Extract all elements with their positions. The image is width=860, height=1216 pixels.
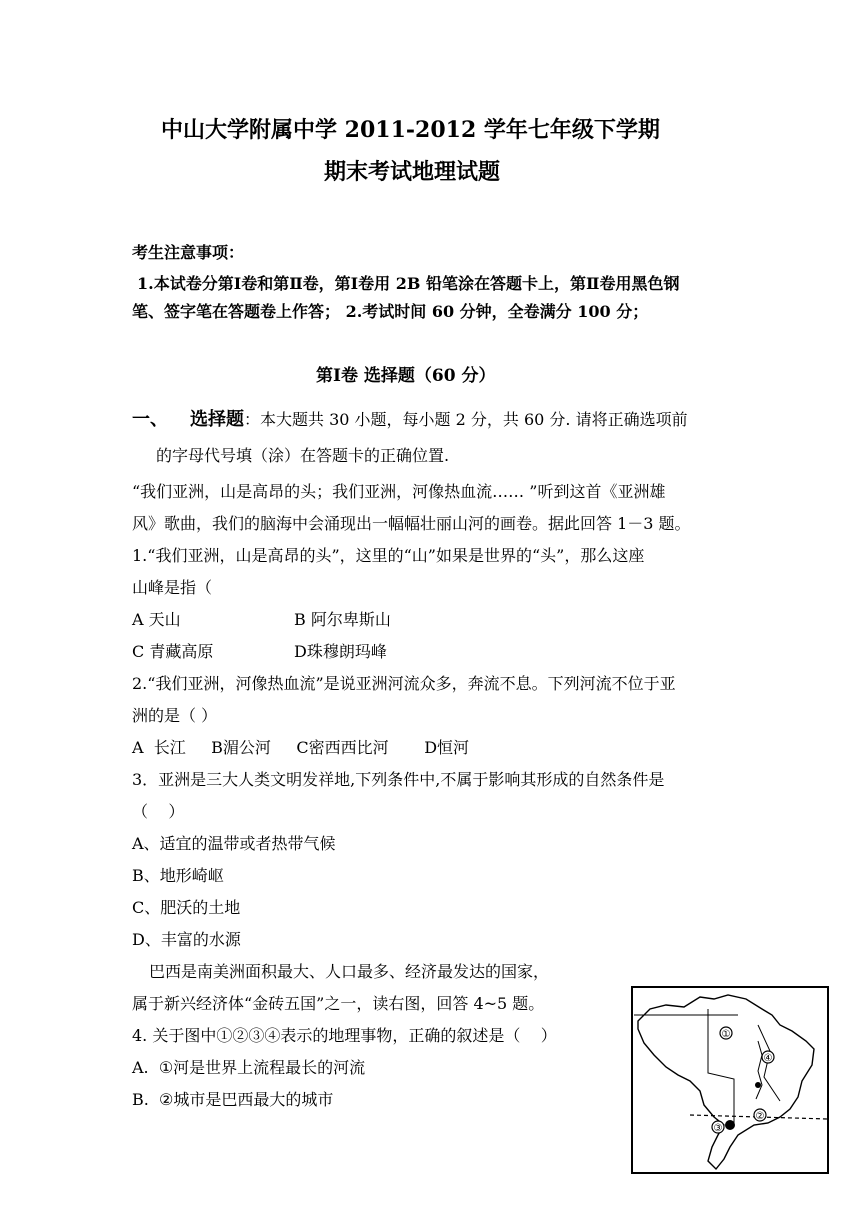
- notice-heading: 考生注意事项：: [132, 243, 245, 262]
- exam-title-line2: 期末考试地理试题: [324, 159, 501, 185]
- map-label-3: ③: [713, 1123, 723, 1134]
- brazil-map: [630, 985, 830, 1175]
- q3-option-d: D、丰富的水源: [132, 930, 241, 949]
- q2-options: A 长江 B湄公河 C密西西比河 D恒河: [132, 738, 470, 757]
- part-description: ：本大题共 30 小题，每小题 2 分，共 60 分. 请将正确选项前: [244, 410, 688, 429]
- section-title: 第Ⅰ卷 选择题（60 分）: [316, 366, 496, 386]
- q3-option-b: B、地形崎岖: [132, 866, 224, 885]
- q2-stem-2: 洲的是（ ）: [132, 706, 218, 725]
- notice-line-2: 笔、签字笔在答题卷上作答； 2.考试时间 60 分钟，全卷满分 100 分；: [132, 302, 649, 321]
- part-description-2: 的字母代号填（涂）在答题卡的正确位置.: [156, 446, 450, 465]
- q2-stem-1: 2.“我们亚洲，河像热血流”是说亚洲河流众多，奔流不息。下列河流不位于亚: [132, 674, 676, 693]
- notice-line-1: 1.本试卷分第Ⅰ卷和第Ⅱ卷，第Ⅰ卷用 2B 铅笔涂在答题卡上，第Ⅱ卷用黑色钢: [137, 274, 680, 293]
- q3-stem-1: 3．亚洲是三大人类文明发祥地,下列条件中,不属于影响其形成的自然条件是: [132, 770, 665, 789]
- q1-option-c: C 青藏高原: [132, 642, 214, 661]
- part-heading: [190, 410, 688, 430]
- part-number: 一、: [132, 409, 168, 430]
- map-label-1: ①: [721, 1029, 731, 1040]
- brazil-intro-2: 属于新兴经济体“金砖五国”之一，读右图，回答 4~5 题。: [132, 994, 545, 1013]
- q1-option-b: B 阿尔卑斯山: [294, 610, 391, 629]
- q4-option-b: B. ②城市是巴西最大的城市: [132, 1090, 334, 1109]
- q3-stem-2: （ ）: [132, 802, 185, 821]
- q1-option-a: A 天山: [132, 610, 181, 629]
- q3-option-c: C、肥沃的土地: [132, 898, 241, 917]
- q3-option-a: A、适宜的温带或者热带气候: [132, 834, 336, 853]
- map-label-4: ④: [763, 1053, 773, 1064]
- q4-stem: 4. 关于图中①②③④表示的地理事物，正确的叙述是（ ）: [132, 1026, 557, 1045]
- intro-line-2: 风》歌曲，我们的脑海中会涌现出一幅幅壮丽山河的画卷。据此回答 1－3 题。: [132, 514, 691, 533]
- map-city: [725, 1120, 735, 1130]
- map-label-2: ②: [755, 1111, 765, 1122]
- q4-option-a: A. ①河是世界上流程最长的河流: [132, 1058, 366, 1077]
- q1-option-d: D珠穆朗玛峰: [294, 642, 387, 661]
- exam-title-line1: 中山大学附属中学 2011-2012 学年七年级下学期: [161, 117, 660, 143]
- q1-stem-2: 山峰是指（: [132, 578, 213, 597]
- q1-stem-1: 1.“我们亚洲，山是高昂的头”，这里的“山”如果是世界的“头”，那么这座: [132, 546, 645, 565]
- intro-line-1: “我们亚洲，山是高昂的头；我们亚洲，河像热血流…… ”听到这首《亚洲雄: [132, 482, 666, 501]
- brazil-intro-1: 巴西是南美洲面积最大、人口最多、经济最发达的国家，: [149, 962, 550, 981]
- part-label: 选择题: [190, 409, 244, 430]
- map-marker-dot: [755, 1082, 761, 1088]
